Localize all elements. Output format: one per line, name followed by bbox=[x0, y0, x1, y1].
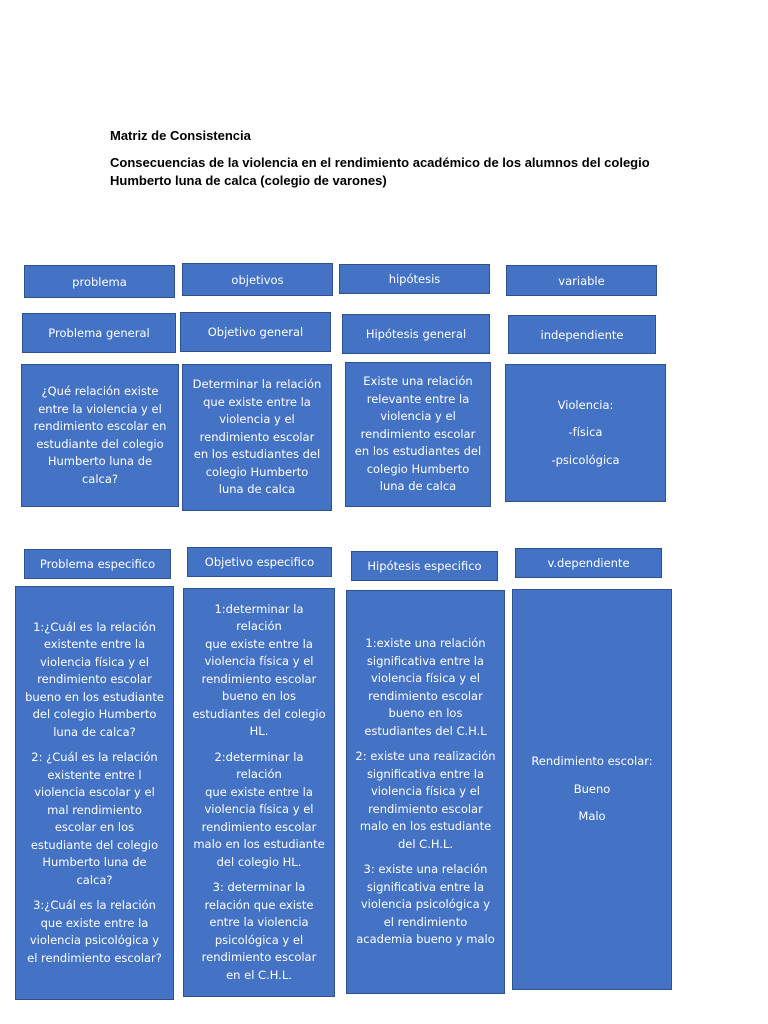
hipotesis-general-body bbox=[345, 362, 491, 507]
bueno-label: Bueno bbox=[573, 781, 611, 796]
text-line: que existe entre la bbox=[205, 784, 313, 799]
label-objetivo-general bbox=[180, 312, 331, 352]
label-problema-general-text: Problema general bbox=[48, 326, 150, 340]
text-line: violencia física y el bbox=[370, 671, 480, 686]
text-line: violencia física y el bbox=[204, 654, 314, 669]
text-line: colegio Humberto bbox=[366, 461, 470, 476]
hipotesis-especifico-2 bbox=[355, 748, 495, 853]
problema-general-text bbox=[34, 383, 167, 488]
text-line: del colegio Humberto bbox=[32, 707, 157, 722]
label-objetivo-especifico-text: Objetivo especifico bbox=[204, 555, 315, 569]
text-line: 1:determinar la relación bbox=[214, 601, 304, 634]
variable-dependiente-body bbox=[512, 589, 672, 990]
text-line: violencia física y el bbox=[370, 784, 480, 799]
label-v-dependiente-text: v.dependiente bbox=[547, 556, 630, 570]
text-line: violencia psicológica y bbox=[29, 933, 160, 948]
label-problema-especifico bbox=[24, 549, 171, 579]
header-objetivos-label: objetivos bbox=[231, 272, 284, 287]
text-line: malo en los estudiante bbox=[359, 819, 492, 834]
label-v-dependiente bbox=[515, 548, 662, 578]
text-line: luna de calca? bbox=[53, 724, 136, 739]
label-objetivo-especifico bbox=[187, 547, 332, 577]
text-line: rendimiento escolar bbox=[201, 819, 317, 834]
text-line: el rendimiento escolar? bbox=[27, 950, 162, 965]
variable-violencia-label: Violencia: bbox=[557, 397, 614, 412]
text-line: rendimiento escolar bbox=[199, 429, 315, 444]
text-line: el rendimiento bbox=[383, 914, 468, 929]
text-line: 3:¿Cuál es la relación bbox=[33, 898, 156, 913]
variable-independiente-body bbox=[505, 364, 666, 502]
text-line: relevante entre la bbox=[366, 391, 470, 406]
label-problema-general bbox=[22, 313, 176, 353]
text-line: en los estudiantes del bbox=[193, 447, 321, 462]
text-line: que existe entre la bbox=[203, 394, 311, 409]
text-line: bueno en los estudiante bbox=[25, 689, 164, 704]
objetivo-especifico-3 bbox=[202, 879, 317, 984]
text-line: rendimiento escolar bbox=[201, 950, 317, 965]
text-line: Existe una relación bbox=[363, 374, 473, 389]
text-line: significativa entre la bbox=[366, 653, 485, 668]
label-objetivo-general-text: Objetivo general bbox=[207, 325, 304, 339]
header-hipotesis bbox=[339, 264, 490, 294]
label-hipotesis-especifico bbox=[351, 551, 498, 581]
problema-general-body bbox=[21, 364, 179, 507]
problema-especifico-3 bbox=[27, 897, 162, 967]
text-line: 2: existe una realización bbox=[355, 749, 496, 764]
text-line: violencia física y el bbox=[39, 654, 149, 669]
label-independiente-text: independiente bbox=[540, 327, 624, 342]
text-line: violencia física y el bbox=[204, 802, 314, 817]
text-line: rendimiento escolar bbox=[37, 672, 152, 687]
text-line: luna de calca bbox=[218, 482, 296, 497]
text-line: rendimiento escolar bbox=[201, 671, 317, 686]
objetivo-especifico-1 bbox=[190, 601, 328, 741]
text-line: en los estudiantes del bbox=[354, 444, 482, 459]
hipotesis-general-text bbox=[355, 373, 481, 496]
text-line: escolar en los bbox=[54, 820, 135, 835]
text-line: violencia y el bbox=[380, 409, 456, 424]
text-line: que existe entre la bbox=[40, 915, 149, 930]
text-line: rendimiento escolar bbox=[368, 688, 483, 703]
document-title: Matriz de Consistencia bbox=[110, 128, 251, 143]
text-line: rendimiento escolar bbox=[368, 801, 483, 816]
problema-especifico-1 bbox=[25, 619, 164, 742]
hipotesis-especifico-3 bbox=[356, 861, 494, 949]
text-line: 2:determinar la relación bbox=[214, 749, 304, 782]
text-line: existente entre l bbox=[47, 767, 142, 782]
problema-especifico-body bbox=[15, 586, 174, 1000]
label-hipotesis-especifico-text: Hipótesis especifico bbox=[367, 559, 482, 573]
header-problema bbox=[24, 265, 175, 298]
text-line: estudiantes del colegio bbox=[192, 706, 326, 721]
label-hipotesis-general bbox=[342, 314, 490, 354]
text-line: violencia y el bbox=[219, 412, 295, 427]
objetivo-general-text bbox=[193, 376, 322, 499]
text-line: calca? bbox=[81, 471, 119, 486]
text-line: estudiantes del C.H.L bbox=[364, 723, 487, 738]
text-line: 3: determinar la bbox=[212, 880, 306, 895]
problema-especifico-2 bbox=[31, 749, 158, 889]
text-line: existente entre la bbox=[43, 637, 146, 652]
header-problema-label: problema bbox=[72, 274, 127, 289]
text-line: que existe entre la bbox=[205, 636, 313, 651]
label-problema-especifico-text: Problema especifico bbox=[39, 557, 156, 571]
text-line: rendimiento escolar bbox=[360, 426, 476, 441]
text-line: 3: existe una relación bbox=[363, 862, 488, 877]
text-line: en el C.H.L. bbox=[226, 967, 292, 982]
text-line: Determinar la relación bbox=[192, 377, 322, 392]
text-line: academia bueno y malo bbox=[356, 932, 495, 947]
hipotesis-especifico-body bbox=[346, 590, 505, 994]
document-subtitle: Consecuencias de la violencia en el rendimiento académico de los alumnos del colegio Humberto luna de calca (colegio de varones) bbox=[110, 155, 650, 188]
text-line: relación que existe bbox=[204, 897, 314, 912]
text-line: psicológica y el bbox=[214, 932, 304, 947]
rendimiento-escolar-label: Rendimiento escolar: bbox=[531, 754, 653, 769]
text-line: Humberto luna de bbox=[47, 454, 153, 468]
text-line: entre la violencia bbox=[209, 915, 309, 930]
text-line: significativa entre la bbox=[366, 766, 485, 781]
text-line: HL. bbox=[249, 724, 269, 739]
header-hipotesis-label: hipótesis bbox=[388, 272, 441, 286]
header-objetivos bbox=[182, 263, 333, 296]
text-line: rendimiento escolar en bbox=[33, 419, 167, 433]
objetivo-especifico-2 bbox=[190, 749, 328, 872]
header-variable-label: variable bbox=[558, 273, 605, 288]
text-line: luna de calca bbox=[379, 479, 457, 494]
text-line: Humberto luna de bbox=[42, 855, 147, 870]
text-line: mal rendimiento bbox=[47, 802, 142, 817]
text-line: estudiante del colegio bbox=[36, 436, 164, 451]
text-line: ¿Qué relación existe bbox=[41, 384, 159, 398]
header-variable bbox=[506, 265, 657, 296]
text-line: colegio Humberto bbox=[205, 464, 309, 479]
text-line: 2: ¿Cuál es la relación bbox=[31, 750, 158, 765]
text-line: 1:¿Cuál es la relación bbox=[33, 619, 156, 634]
label-hipotesis-general-text: Hipótesis general bbox=[365, 327, 467, 341]
text-line: bueno en los bbox=[388, 706, 463, 721]
text-line: bueno en los bbox=[222, 689, 296, 704]
objetivo-general-body bbox=[182, 364, 332, 511]
text-line: del C.H.L. bbox=[397, 836, 454, 851]
variable-psicologica-label: -psicológica bbox=[551, 452, 620, 467]
variable-fisica-label: -física bbox=[568, 425, 603, 440]
objetivo-especifico-body bbox=[183, 588, 335, 997]
text-line: entre la violencia y el bbox=[38, 401, 162, 416]
text-line: malo en los estudiante bbox=[193, 837, 325, 852]
text-line: violencia escolar y el bbox=[34, 785, 155, 800]
text-line: 1:existe una relación bbox=[365, 636, 486, 651]
hipotesis-especifico-1 bbox=[364, 635, 486, 740]
text-line: estudiante del colegio bbox=[30, 837, 159, 852]
text-line: violencia psicológica y bbox=[360, 897, 491, 912]
malo-label: Malo bbox=[578, 809, 606, 824]
text-line: del colegio HL. bbox=[216, 854, 302, 869]
label-independiente bbox=[508, 315, 656, 354]
text-line: calca? bbox=[76, 872, 113, 887]
text-line: significativa entre la bbox=[366, 879, 485, 894]
